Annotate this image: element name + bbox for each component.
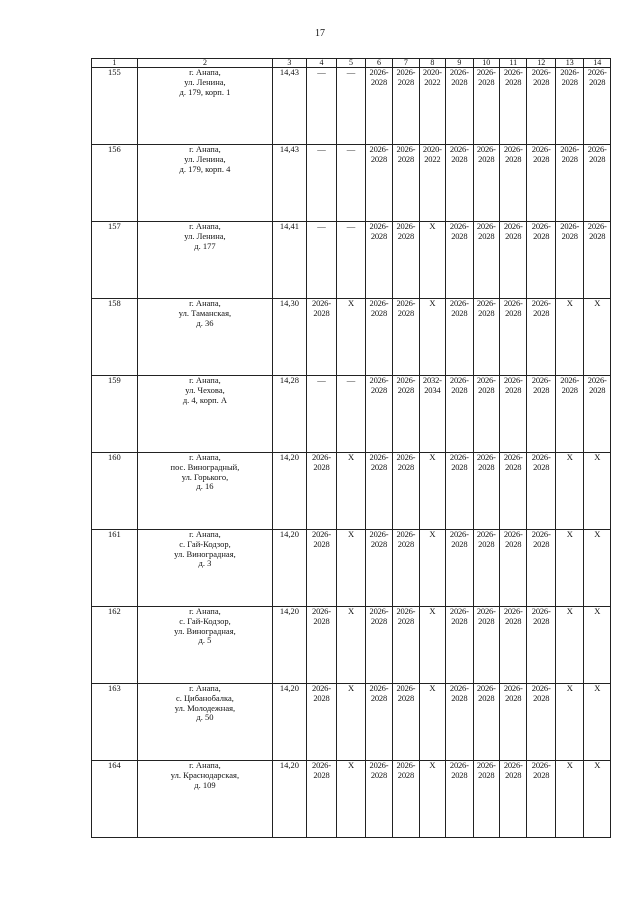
address-cell — [137, 145, 272, 222]
period-cell: 2026- 2028 — [306, 453, 337, 530]
column-header: 5 — [337, 59, 365, 68]
value-cell: 14,20 — [273, 684, 307, 761]
table-row — [92, 530, 611, 607]
period-cell: 2026- 2028 — [393, 376, 419, 453]
period-cell: 2026- 2028 — [306, 299, 337, 376]
period-cell: — — [306, 145, 337, 222]
period-cell: X — [584, 684, 611, 761]
period-cell: 2026- 2028 — [365, 222, 392, 299]
period-cell: 2026- 2028 — [446, 222, 473, 299]
period-cell: X — [584, 453, 611, 530]
period-cell: 2026- 2028 — [446, 761, 473, 838]
period-cell: 2026- 2028 — [393, 453, 419, 530]
address-line: г. Анапа, — [189, 68, 221, 77]
address-cell — [137, 299, 272, 376]
period-cell: 2026- 2028 — [500, 684, 527, 761]
period-cell: 2026- 2028 — [446, 607, 473, 684]
address-cell — [137, 222, 272, 299]
period-cell: 2026- 2028 — [446, 145, 473, 222]
period-cell: 2026- 2028 — [473, 299, 499, 376]
address-line: г. Анапа, — [189, 761, 221, 770]
address-line: г. Анапа, — [189, 376, 221, 385]
period-cell: 2026- 2028 — [473, 761, 499, 838]
period-cell: — — [306, 222, 337, 299]
period-cell: — — [306, 68, 337, 145]
column-header: 4 — [306, 59, 337, 68]
period-cell: 2026- 2028 — [306, 607, 337, 684]
row-number: 159 — [92, 376, 138, 453]
period-cell: X — [555, 607, 583, 684]
period-cell: 2026- 2028 — [555, 145, 583, 222]
address-line: г. Анапа, — [189, 222, 221, 231]
address-line: ул. Таманская, — [178, 308, 232, 318]
period-cell: 2026- 2028 — [473, 68, 499, 145]
row-number: 161 — [92, 530, 138, 607]
period-cell: 2026- 2028 — [584, 145, 611, 222]
period-cell: X — [337, 684, 365, 761]
value-cell: 14,28 — [273, 376, 307, 453]
period-cell: 2020- 2022 — [419, 145, 445, 222]
period-cell: 2026- 2028 — [446, 299, 473, 376]
period-cell: X — [419, 453, 445, 530]
period-cell: 2026- 2028 — [365, 299, 392, 376]
period-cell: 2026- 2028 — [473, 376, 499, 453]
address-line: г. Анапа, — [189, 299, 221, 308]
period-cell: 2026- 2028 — [393, 68, 419, 145]
period-cell: X — [419, 530, 445, 607]
address-line: д. 3 — [198, 559, 212, 569]
column-header: 9 — [446, 59, 473, 68]
address-line: ул. Чехова, — [185, 385, 225, 395]
period-cell: X — [584, 761, 611, 838]
address-cell — [137, 607, 272, 684]
period-cell: 2026- 2028 — [393, 761, 419, 838]
period-cell: X — [555, 453, 583, 530]
period-cell: 2026- 2028 — [473, 684, 499, 761]
period-cell: 2026- 2028 — [500, 299, 527, 376]
address-cell — [137, 453, 272, 530]
period-cell: 2026- 2028 — [446, 68, 473, 145]
value-cell: 14,41 — [273, 222, 307, 299]
row-number: 156 — [92, 145, 138, 222]
period-cell: 2026- 2028 — [500, 68, 527, 145]
column-header: 10 — [473, 59, 499, 68]
period-cell: X — [555, 761, 583, 838]
column-header: 8 — [419, 59, 445, 68]
period-cell: 2026- 2028 — [500, 453, 527, 530]
address-line: д. 50 — [196, 713, 214, 723]
row-number: 155 — [92, 68, 138, 145]
period-cell: 2026- 2028 — [584, 222, 611, 299]
period-cell: 2026- 2028 — [446, 453, 473, 530]
row-number: 163 — [92, 684, 138, 761]
period-cell: 2026- 2028 — [500, 222, 527, 299]
address-line: д. 5 — [198, 636, 212, 646]
period-cell: X — [337, 299, 365, 376]
column-header: 1 — [92, 59, 138, 68]
table-body — [92, 68, 611, 838]
column-header: 3 — [273, 59, 307, 68]
value-cell: 14,30 — [273, 299, 307, 376]
table-row — [92, 684, 611, 761]
period-cell: 2026- 2028 — [365, 684, 392, 761]
value-cell: 14,43 — [273, 68, 307, 145]
period-cell: 2026- 2028 — [306, 761, 337, 838]
period-cell: 2026- 2028 — [473, 607, 499, 684]
period-cell: 2026- 2028 — [473, 530, 499, 607]
column-header: 13 — [555, 59, 583, 68]
row-number: 162 — [92, 607, 138, 684]
address-line: г. Анапа, — [189, 453, 221, 462]
period-cell: 2026- 2028 — [527, 761, 555, 838]
period-cell: X — [337, 530, 365, 607]
period-cell: 2026- 2028 — [527, 299, 555, 376]
period-cell: 2026- 2028 — [500, 376, 527, 453]
column-header: 6 — [365, 59, 392, 68]
address-line: д. 4, корп. А — [182, 395, 228, 405]
address-line: д. 36 — [196, 318, 214, 328]
period-cell: 2026- 2028 — [527, 68, 555, 145]
period-cell: 2026- 2028 — [393, 684, 419, 761]
period-cell: 2026- 2028 — [365, 761, 392, 838]
period-cell: 2026- 2028 — [473, 145, 499, 222]
period-cell: X — [419, 761, 445, 838]
address-line: ул. Виноградная, — [174, 549, 236, 559]
period-cell: 2026- 2028 — [527, 222, 555, 299]
period-cell: X — [337, 453, 365, 530]
period-cell: 2026- 2028 — [584, 68, 611, 145]
period-cell: 2026- 2028 — [500, 145, 527, 222]
address-line: ул. Ленина, — [184, 77, 226, 87]
address-line: ул. Ленина, — [184, 231, 226, 241]
period-cell: 2026- 2028 — [365, 68, 392, 145]
address-cell — [137, 530, 272, 607]
row-number: 164 — [92, 761, 138, 838]
period-cell: 2026- 2028 — [555, 376, 583, 453]
address-line: г. Анапа, — [189, 684, 221, 693]
address-line: д. 179, корп. 1 — [179, 87, 231, 97]
address-line: ул. Краснодарская, — [170, 770, 240, 780]
period-cell: 2026- 2028 — [527, 376, 555, 453]
address-line: ул. Молодежная, — [174, 703, 236, 713]
period-cell: 2032- 2034 — [419, 376, 445, 453]
address-line: д. 109 — [194, 780, 216, 790]
period-cell: 2026- 2028 — [306, 684, 337, 761]
address-line: с. Цибанобалка, — [175, 693, 234, 703]
address-line: д. 177 — [194, 241, 216, 251]
period-cell: 2026- 2028 — [527, 453, 555, 530]
table-row — [92, 68, 611, 145]
period-cell: 2026- 2028 — [584, 376, 611, 453]
period-cell: 2026- 2028 — [500, 761, 527, 838]
period-cell: X — [555, 530, 583, 607]
period-cell: 2026- 2028 — [365, 453, 392, 530]
period-cell: 2026- 2028 — [393, 145, 419, 222]
period-cell: 2026- 2028 — [500, 607, 527, 684]
address-line: г. Анапа, — [189, 607, 221, 616]
period-cell: 2026- 2028 — [306, 530, 337, 607]
period-cell: — — [337, 68, 365, 145]
value-cell: 14,20 — [273, 530, 307, 607]
row-number: 157 — [92, 222, 138, 299]
period-cell: X — [555, 684, 583, 761]
period-cell: — — [337, 145, 365, 222]
period-cell: 2026- 2028 — [393, 607, 419, 684]
period-cell: — — [306, 376, 337, 453]
period-cell: X — [584, 607, 611, 684]
address-line: пос. Виноградный, — [170, 462, 240, 472]
value-cell: 14,20 — [273, 761, 307, 838]
period-cell: 2026- 2028 — [393, 299, 419, 376]
address-cell — [137, 684, 272, 761]
column-header: 14 — [584, 59, 611, 68]
column-header: 7 — [393, 59, 419, 68]
value-cell: 14,20 — [273, 453, 307, 530]
address-line: г. Анапа, — [189, 145, 221, 154]
value-cell: 14,20 — [273, 607, 307, 684]
address-line: с. Гай-Кодзор, — [179, 616, 231, 626]
column-header: 12 — [527, 59, 555, 68]
period-cell: 2026- 2028 — [473, 222, 499, 299]
column-header: 2 — [137, 59, 272, 68]
address-line: ул. Виноградная, — [174, 626, 236, 636]
period-cell: X — [584, 530, 611, 607]
period-cell: 2026- 2028 — [393, 222, 419, 299]
address-line: ул. Горького, — [181, 472, 229, 482]
period-cell: 2026- 2028 — [446, 376, 473, 453]
registry-table — [91, 58, 611, 838]
period-cell: — — [337, 376, 365, 453]
table-row — [92, 453, 611, 530]
period-cell: X — [337, 607, 365, 684]
period-cell: 2026- 2028 — [527, 684, 555, 761]
period-cell: 2026- 2028 — [365, 607, 392, 684]
period-cell: X — [555, 299, 583, 376]
address-line: с. Гай-Кодзор, — [179, 539, 231, 549]
period-cell: 2026- 2028 — [473, 453, 499, 530]
table-row — [92, 145, 611, 222]
period-cell: 2026- 2028 — [500, 530, 527, 607]
address-cell — [137, 376, 272, 453]
period-cell: X — [419, 684, 445, 761]
page-number: 17 — [315, 28, 325, 39]
row-number: 160 — [92, 453, 138, 530]
period-cell: 2026- 2028 — [446, 684, 473, 761]
period-cell: X — [419, 222, 445, 299]
address-line: ул. Ленина, — [184, 154, 226, 164]
table-row — [92, 376, 611, 453]
period-cell: 2026- 2028 — [527, 145, 555, 222]
row-number: 158 — [92, 299, 138, 376]
period-cell: X — [419, 299, 445, 376]
table-row — [92, 222, 611, 299]
period-cell: 2026- 2028 — [527, 530, 555, 607]
address-line: д. 179, корп. 4 — [179, 164, 231, 174]
address-cell — [137, 761, 272, 838]
period-cell: X — [337, 761, 365, 838]
period-cell: 2026- 2028 — [555, 68, 583, 145]
period-cell: — — [337, 222, 365, 299]
period-cell: 2026- 2028 — [393, 530, 419, 607]
period-cell: X — [584, 299, 611, 376]
address-cell — [137, 68, 272, 145]
table-row — [92, 299, 611, 376]
period-cell: 2026- 2028 — [365, 376, 392, 453]
table-row — [92, 761, 611, 838]
period-cell: 2026- 2028 — [365, 530, 392, 607]
period-cell: 2026- 2028 — [527, 607, 555, 684]
table-row — [92, 607, 611, 684]
period-cell: 2026- 2028 — [555, 222, 583, 299]
address-line: г. Анапа, — [189, 530, 221, 539]
period-cell: X — [419, 607, 445, 684]
column-header: 11 — [500, 59, 527, 68]
period-cell: 2020- 2022 — [419, 68, 445, 145]
value-cell: 14,43 — [273, 145, 307, 222]
period-cell: 2026- 2028 — [365, 145, 392, 222]
period-cell: 2026- 2028 — [446, 530, 473, 607]
address-line: д. 16 — [196, 482, 214, 492]
